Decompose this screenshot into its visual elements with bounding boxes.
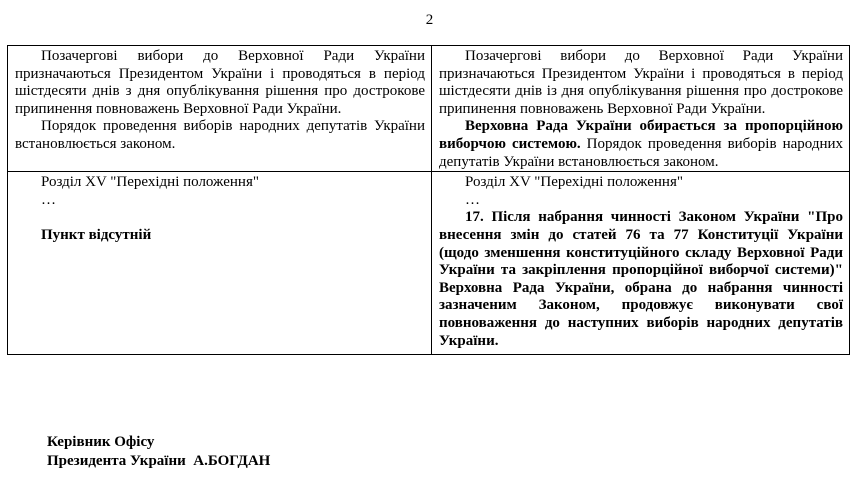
proposed-rest-text: Порядок проведення виборів народних депутатів України встановлюється законом. <box>439 135 844 170</box>
current-paragraph-2: Порядок проведення виборів народних депутатів України встановлюється законом. <box>15 118 425 152</box>
proposed-bold-text: Верховна Рада України обирається за пропорційною виборчою системою. <box>439 118 843 152</box>
table-row <box>8 172 850 355</box>
comparison-table <box>7 45 850 355</box>
table-row <box>8 46 850 172</box>
section-heading: Розділ XV "Перехідні положення" <box>465 174 683 191</box>
proposed-text-cell <box>432 46 850 172</box>
proposed-paragraph-1: Позачергові вибори до Верховної Ради України призначаються Президентом України і проводяться в період шістдесяти днів із дня опублікування рішення про дострокове припинення повноважень Верховної Ради України. <box>439 48 843 117</box>
ellipsis: … <box>465 191 480 208</box>
proposed-text-cell <box>432 172 850 355</box>
item-17: 17. Після набрання чинності Законом України "Про внесення змін до статей 76 та 77 Конституції України (щодо зменшення конституційного складу Верховної Ради України та закріплення пропорційної виборчої системи)" Верховна Рада України, обрана до набрання чинності зазначеним Законом, продовжує виконувати свої повноваження до наступних виборів народних депутатів України. <box>439 209 843 349</box>
section-heading: Розділ XV "Перехідні положення" <box>41 174 259 191</box>
spacer <box>15 209 425 227</box>
current-paragraph-1: Позачергові вибори до Верховної Ради України призначаються Президентом України і проводяться в період шістдесяти днів з дня опублікування рішення про дострокове припинення повноважень Верховної Ради України. <box>15 48 425 117</box>
signature-line-2: Президента України А.БОГДАН <box>47 453 271 469</box>
page-number: 2 <box>425 12 434 28</box>
current-text-cell <box>8 172 432 355</box>
current-text-cell <box>8 46 432 172</box>
signature-block <box>47 433 270 471</box>
ellipsis: … <box>41 191 56 208</box>
signature-line-1: Керівник Офісу <box>47 434 155 450</box>
item-absent: Пункт відсутній <box>41 226 152 243</box>
proposed-paragraph-2 <box>439 118 843 171</box>
